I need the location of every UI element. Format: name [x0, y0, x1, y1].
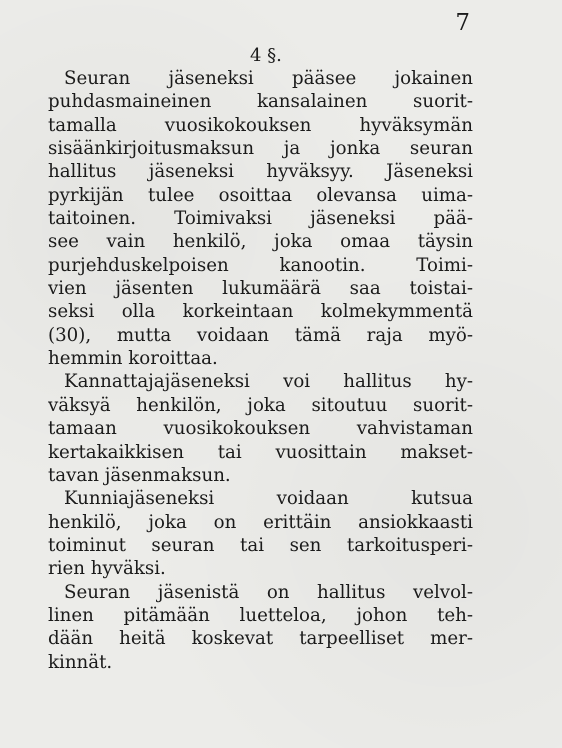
text-line: purjehduskelpoisen kanootin. Toimi-: [48, 254, 473, 276]
text-line: dään heitä koskevat tarpeelliset mer-: [48, 628, 473, 650]
text-line: toiminut seuran tai sen tarkoitusperi-: [48, 534, 473, 556]
text-line: linen pitämään luetteloa, johon teh-: [48, 604, 473, 626]
section-heading: 4 §.: [250, 45, 282, 66]
text-line: Kannattajajäseneksi voi hallitus hy-: [64, 371, 473, 393]
text-line: kertakaikkisen tai vuosittain makset-: [48, 441, 473, 463]
text-line: pyrkijän tulee osoittaa olevansa uima-: [48, 184, 473, 206]
paragraph-supporting-members: [48, 370, 473, 487]
text-line: kinnät.: [48, 651, 113, 673]
text-line: seksi olla korkeintaan kolmekymmentä: [48, 301, 473, 323]
text-line: hemmin koroittaa.: [48, 348, 218, 370]
text-line: tavan jäsenmaksun.: [48, 464, 231, 486]
text-line: Seuran jäseneksi pääsee jokainen: [64, 68, 473, 89]
paragraph-honorary-members: [48, 487, 473, 580]
document-body: [48, 67, 473, 674]
text-line: henkilö, joka on erittäin ansiokkaasti: [48, 511, 473, 533]
text-line: taitoinen. Toimivaksi jäseneksi pää-: [48, 208, 473, 230]
text-line: tamalla vuosikokouksen hyväksymän: [48, 114, 473, 136]
paragraph-member-register: [48, 581, 473, 674]
text-line: (30), mutta voidaan tämä raja myö-: [48, 324, 473, 346]
text-line: Seuran jäsenistä on hallitus velvol-: [64, 581, 473, 603]
text-line: vien jäsenten lukumäärä saa toistai-: [48, 278, 473, 300]
paragraph-membership: [48, 67, 473, 370]
text-line: hallitus jäseneksi hyväksyy. Jäseneksi: [48, 161, 473, 183]
text-line: puhdasmaineinen kansalainen suorit-: [48, 91, 473, 113]
text-line: väksyä henkilön, joka sitoutuu suorit-: [48, 394, 473, 416]
page-number: 7: [455, 10, 470, 36]
text-line: rien hyväksi.: [48, 558, 166, 580]
text-line: sisäänkirjoitusmaksun ja jonka seuran: [48, 138, 473, 160]
text-line: tamaan vuosikokouksen vahvistaman: [48, 418, 473, 440]
text-line: see vain henkilö, joka omaa täysin: [48, 231, 473, 253]
text-line: Kunniajäseneksi voidaan kutsua: [64, 488, 473, 510]
